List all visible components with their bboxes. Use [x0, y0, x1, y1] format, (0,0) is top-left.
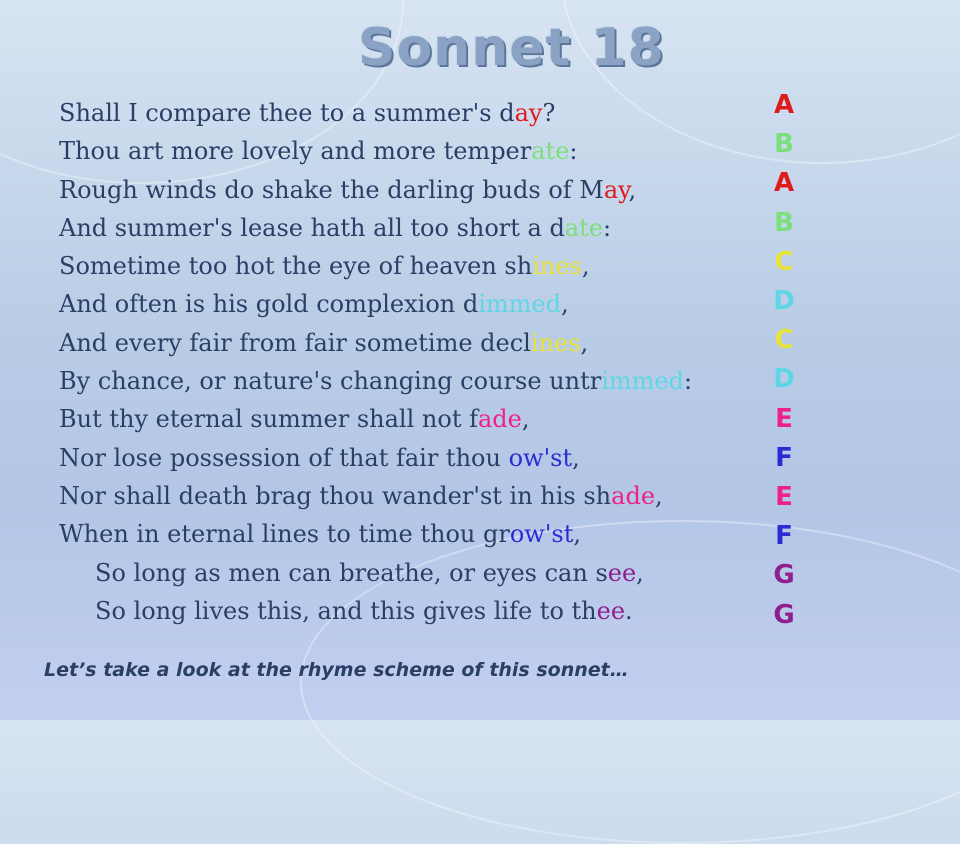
- poem-line: [59, 209, 769, 247]
- rhyme-sound: ines: [532, 252, 582, 281]
- rhyme-letter: D: [773, 286, 795, 317]
- rhyme-sound: ines: [530, 328, 581, 357]
- rhyme-sound: ow'st: [508, 443, 573, 472]
- rhyme-letter: C: [774, 325, 794, 356]
- rhyme-letter: G: [773, 560, 795, 591]
- poem-line-punctuation: ,: [521, 405, 530, 434]
- poem-line: [59, 247, 769, 285]
- rhyme-letter: D: [773, 364, 795, 395]
- poem-line-text: But thy eternal summer shall not f: [59, 405, 478, 434]
- poem-line-punctuation: ?: [542, 99, 556, 127]
- poem-line-punctuation: ,: [573, 520, 582, 549]
- poem-line-punctuation: ,: [572, 443, 580, 472]
- poem-line-text: Shall I compare thee to a summer's d: [59, 99, 515, 127]
- rhyme-sound: ate: [531, 137, 570, 166]
- poem-line-punctuation: ,: [581, 252, 590, 281]
- poem-line-punctuation: ,: [580, 328, 589, 357]
- rhyme-sound: ate: [564, 213, 604, 242]
- poem-line-text: And often is his gold complexion d: [59, 290, 479, 319]
- poem-line-text: Nor shall death brag thou wander'st in his sh: [59, 481, 612, 510]
- poem-line: [59, 400, 769, 438]
- poem-line: [59, 515, 769, 553]
- rhyme-letter: B: [774, 207, 794, 238]
- rhyme-letter: F: [775, 442, 793, 473]
- poem-line-punctuation: ,: [628, 175, 637, 204]
- rhyme-letter: A: [773, 90, 795, 120]
- poem-line-text: Thou art more lovely and more temper: [59, 137, 532, 166]
- poem-line: [59, 285, 769, 323]
- rhyme-sound: ade: [477, 405, 522, 434]
- rhyme-letter: A: [773, 168, 795, 199]
- rhyme-letter: B: [774, 129, 794, 160]
- poem-line: [59, 94, 769, 132]
- rhyme-sound: ay: [514, 99, 543, 127]
- poem-line: [59, 362, 769, 400]
- poem-line-punctuation: ,: [636, 558, 644, 587]
- poem-line-text: Sometime too hot the eye of heaven sh: [59, 252, 533, 281]
- rhyme-sound: immed: [601, 367, 684, 396]
- poem-line-text: And summer's lease hath all too short a d: [59, 213, 565, 242]
- poem-line: [59, 439, 769, 477]
- rhyme-sound: ay: [603, 175, 629, 204]
- poem-line: [59, 592, 769, 630]
- rhyme-sound: ee: [607, 558, 637, 587]
- slide-caption: Let’s take a look at the rhyme scheme of this sonnet…: [44, 659, 629, 681]
- poem-line-text: By chance, or nature's changing course untr: [59, 367, 602, 396]
- rhyme-letter: F: [775, 521, 793, 552]
- poem-line-text: So long as men can breathe, or eyes can s: [95, 558, 608, 587]
- poem-line-text: Rough winds do shake the darling buds of M: [59, 175, 604, 204]
- rhyme-sound: ee: [596, 596, 626, 625]
- poem-line: [59, 132, 769, 170]
- poem-line: [59, 324, 769, 362]
- rhyme-sound: ow'st: [509, 520, 574, 549]
- poem-line-punctuation: :: [603, 213, 612, 242]
- poem-line: [59, 554, 769, 592]
- poem-line-punctuation: ,: [561, 290, 569, 319]
- poem-line-text: And every fair from fair sometime decl: [59, 328, 531, 357]
- poem-line-punctuation: :: [569, 137, 578, 166]
- poem-line-punctuation: ,: [655, 481, 663, 510]
- poem-line: [59, 171, 769, 209]
- poem-line-punctuation: .: [625, 596, 633, 625]
- poem-line-text: When in eternal lines to time thou gr: [59, 520, 510, 549]
- poem-body: [59, 94, 769, 630]
- rhyme-sound: immed: [478, 290, 561, 319]
- rhyme-letter: G: [773, 599, 795, 630]
- rhyme-letter: C: [774, 246, 794, 277]
- rhyme-letter: E: [775, 403, 793, 434]
- poem-line-text: So long lives this, and this gives life to th: [95, 596, 597, 625]
- rhyme-letter: E: [775, 482, 793, 513]
- poem-line-punctuation: :: [683, 367, 693, 396]
- poem-line: [59, 477, 769, 515]
- slide-title: Sonnet 18: [358, 18, 665, 78]
- poem-line-text: Nor lose possession of that fair thou: [59, 443, 509, 472]
- rhyme-sound: ade: [611, 481, 656, 510]
- rhyme-scheme-column: [764, 86, 804, 635]
